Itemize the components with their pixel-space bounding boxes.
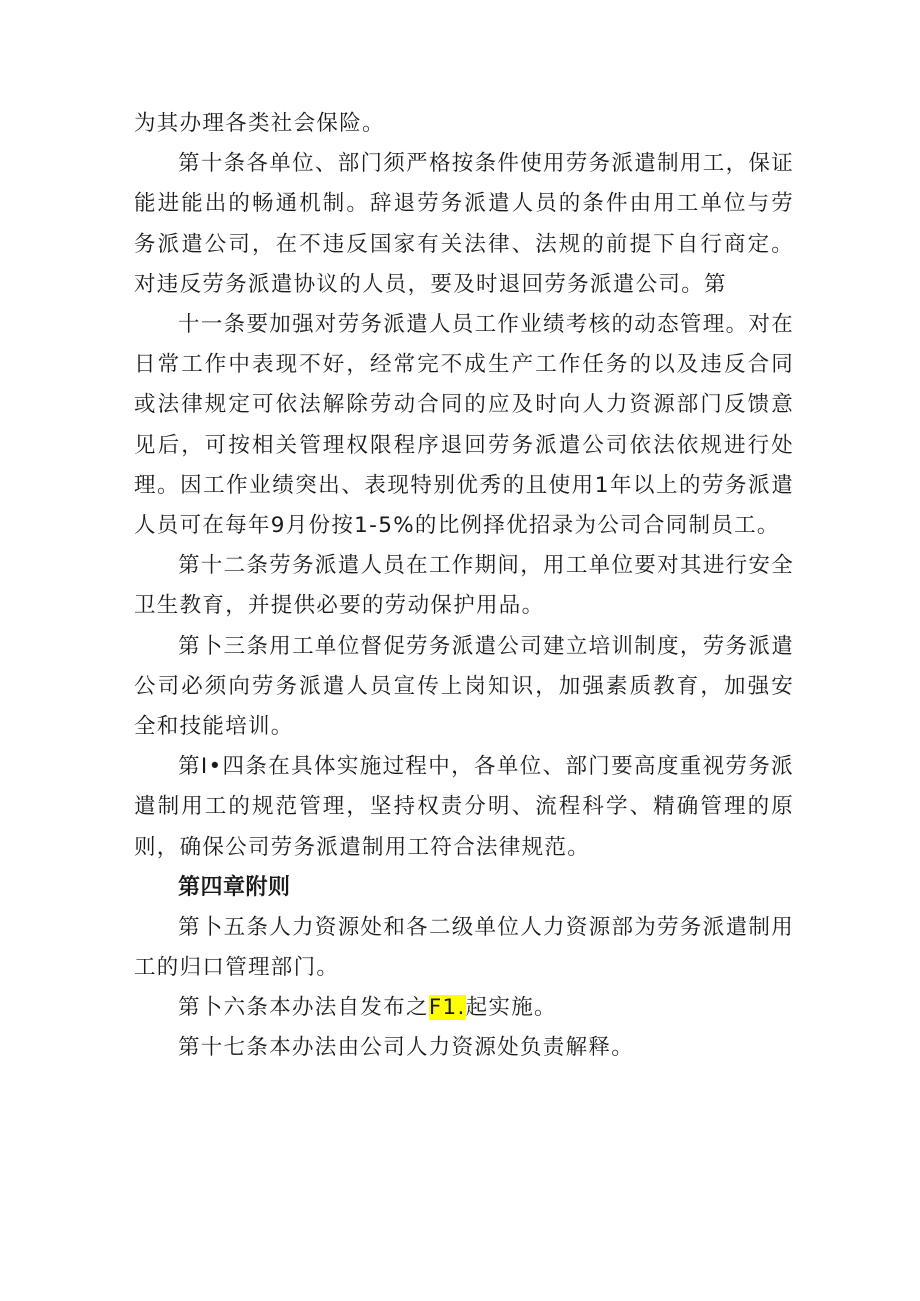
document-body (134, 104, 794, 1069)
article-16-text-before: 第卜六条本办法自发布之 (178, 995, 429, 1021)
paragraph-article-13: 第卜三条用工单位督促劳务派遣公司建立培训制度，劳务派遣公司必须向劳务派遣人员宣传上岗知识，加强素质教育，加强安全和技能培训。 (134, 633, 794, 740)
paragraph-article-14: 第I•四条在具体实施过程中，各单位、部门要高度重视劳务派遣制用工的规范管理，坚持权责分明、流程科学、精确管理的原则，确保公司劳务派遣制用工符合法律规范。 (134, 754, 794, 860)
paragraph-article-16 (134, 988, 794, 1028)
paragraph-article-10: 第十条各单位、部门须严格按条件使用劳务派遣制用工，保证能进能出的畅通机制。辞退劳务派遣人员的条件由用工单位与劳务派遣公司，在不违反国家有关法律、法规的前提下自行商定。对违反劳务派遣协议的人员，要及时退回劳务派遣公司。第 (134, 151, 794, 297)
paragraph-article-11: 十一条要加强对劳务派遣人员工作业绩考核的动态管理。对在日常工作中表现不好，经常完不成生产工作任务的以及违反合同或法律规定可依法解除劳动合同的应及时向人力资源部门反馈意见后，可按相关管理权限程序退回劳务派遣公司依法依规进行处理。因工作业绩突出、表现特别优秀的且使用1年以上的劳务派遣人员可在每年9月份按1-5%的比例择优招录为公司合同制员工。 (134, 312, 794, 539)
paragraph-social-insurance: 为其办理各类社会保险。 (134, 111, 385, 136)
paragraph-article-17: 第十七条本办法由公司人力资源处负责解释。 (178, 1035, 635, 1061)
paragraph-article-12: 第十二条劳务派遣人员在工作期间，用工单位要对其进行安全卫生教育，并提供必要的劳动保护用品。 (134, 553, 794, 619)
article-16-text-after: 起实施。 (465, 995, 557, 1021)
highlighted-text: F1. (428, 995, 466, 1021)
paragraph-article-15: 第卜五条人力资源处和各二级单位人力资源部为劳务派遣制用工的归口管理部门。 (134, 914, 794, 981)
chapter-heading: 第四章附则 (178, 874, 291, 900)
